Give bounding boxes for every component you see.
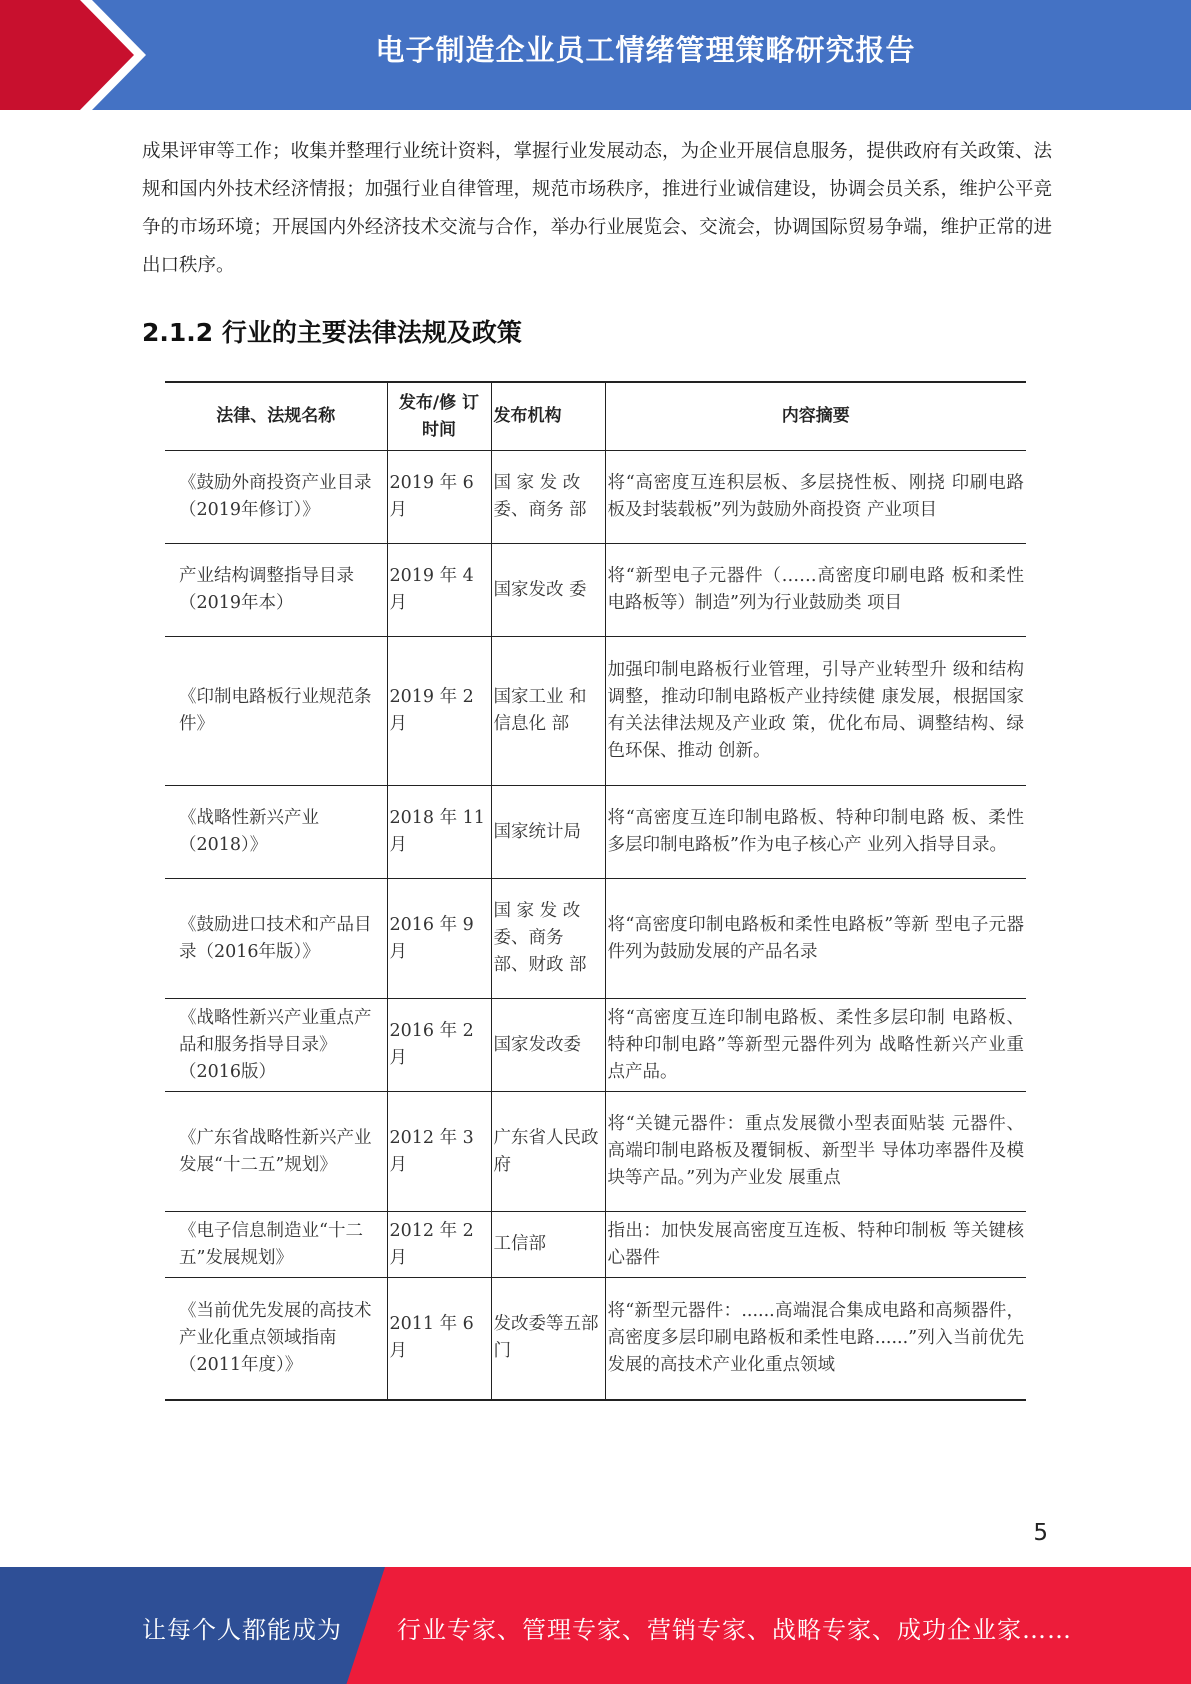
policy-table — [165, 381, 1026, 1401]
header-date — [387, 382, 491, 451]
header-org: 发布机构 — [491, 382, 605, 451]
content-summary: 将“高密度印制电路板和柔性电路板”等新 型电子元器件列为鼓励发展的产品名录 — [605, 879, 1026, 999]
content-summary: 将“新型电子元器件（……高密度印刷电路 板和柔性电路板等）制造”列为行业鼓励类 项目 — [605, 544, 1026, 637]
report-title: 电子制造企业员工情绪管理策略研究报告 — [375, 33, 916, 67]
content-summary: 指出：加快发展高密度互连板、特种印制板 等关键核心器件 — [605, 1212, 1026, 1278]
issuing-agency: 国家发改 委 — [491, 544, 605, 637]
law-name: 《战略性新兴产业重点产品和服务指导目录》（2016版） — [165, 999, 387, 1092]
footer-banner — [0, 1567, 1191, 1684]
header-date-line1: 发布/修 订 — [398, 392, 480, 413]
table-header-row — [165, 382, 1026, 451]
footer-slogan-left: 让每个人都能成为 — [142, 1616, 342, 1644]
law-name: 产业结构调整指导目录（2019年本） — [165, 544, 387, 637]
header-date-line2: 时间 — [422, 419, 456, 440]
content-summary: 将“高密度互连积层板、多层挠性板、刚挠 印刷电路板及封装载板”列为鼓励外商投资 产业项目 — [605, 451, 1026, 544]
intro-paragraph: 成果评审等工作；收集并整理行业统计资料，掌握行业发展动态，为企业开展信息服务，提供政府有关政策、法规和国内外技术经济情报；加强行业自律管理，规范市场秩序，推进行业诚信建设，协调会员关系，维护公平竞争的市场环境；开展国内外经济技术交流与合作，举办行业展览会、交流会，协调国际贸易争端，维护正常的进出口秩序。 — [142, 141, 1052, 276]
publish-date: 2019 年 6 月 — [387, 451, 491, 544]
table-row — [165, 544, 1026, 637]
table-row — [165, 451, 1026, 544]
content-summary: 将“新型元器件：......高端混合集成电路和高频器件，高密度多层印刷电路板和柔性电路......”列入当前优先发展的高技术产业化重点领域 — [605, 1278, 1026, 1400]
table-row — [165, 1092, 1026, 1212]
issuing-agency: 国家工业 和信息化 部 — [491, 637, 605, 786]
issuing-agency: 国 家 发 改 委、商务 部、财政 部 — [491, 879, 605, 999]
publish-date: 2012 年 2 月 — [387, 1212, 491, 1278]
law-name: 《战略性新兴产业（2018）》 — [165, 786, 387, 879]
header-summary: 内容摘要 — [605, 382, 1026, 451]
law-name: 《印制电路板行业规范条件》 — [165, 637, 387, 786]
page-number: 5 — [1033, 1520, 1048, 1546]
content-summary: 将“关键元器件：重点发展微小型表面贴装 元器件、高端印制电路板及覆铜板、新型半 导体功率器件及模块等产品。”列为产业发 展重点 — [605, 1092, 1026, 1212]
table-row — [165, 786, 1026, 879]
publish-date: 2012 年 3 月 — [387, 1092, 491, 1212]
issuing-agency: 广东省人民政府 — [491, 1092, 605, 1212]
publish-date: 2018 年 11 月 — [387, 786, 491, 879]
header-bar — [0, 0, 1191, 110]
publish-date: 2016 年 2 月 — [387, 999, 491, 1092]
publish-date: 2011 年 6 月 — [387, 1278, 491, 1400]
table-row — [165, 637, 1026, 786]
law-name: 《鼓励外商投资产业目录（2019年修订）》 — [165, 451, 387, 544]
content-summary: 将“高密度互连印制电路板、柔性多层印制 电路板、特种印制电路”等新型元器件列为 战略性新兴产业重点产品。 — [605, 999, 1026, 1092]
issuing-agency: 发改委等五部门 — [491, 1278, 605, 1400]
law-name: 《广东省战略性新兴产业发展“十二五”规划》 — [165, 1092, 387, 1212]
table-row — [165, 1278, 1026, 1400]
law-name: 《鼓励进口技术和产品目录（2016年版）》 — [165, 879, 387, 999]
header-chevron-icon — [0, 0, 160, 110]
content-summary: 将“高密度互连印制电路板、特种印制电路 板、柔性多层印制电路板”作为电子核心产 业列入指导目录。 — [605, 786, 1026, 879]
table-row — [165, 879, 1026, 999]
issuing-agency: 国家发改委 — [491, 999, 605, 1092]
publish-date: 2016 年 9 月 — [387, 879, 491, 999]
issuing-agency: 国 家 发 改 委、商务 部 — [491, 451, 605, 544]
content-summary: 加强印制电路板行业管理，引导产业转型升 级和结构调整，推动印制电路板产业持续健 康发展，根据国家有关法律法规及产业政 策，优化布局、调整结构、绿色环保、推动 创新。 — [605, 637, 1026, 786]
section-heading: 2.1.2 行业的主要法律法规及政策 — [142, 318, 522, 347]
table-row — [165, 999, 1026, 1092]
law-name: 《当前优先发展的高技术产业化重点领域指南（2011年度）》 — [165, 1278, 387, 1400]
footer-slogan-right: 行业专家、管理专家、营销专家、战略专家、成功企业家…… — [397, 1616, 1072, 1644]
issuing-agency: 国家统计局 — [491, 786, 605, 879]
law-name: 《电子信息制造业“十二五”发展规划》 — [165, 1212, 387, 1278]
table-row — [165, 1212, 1026, 1278]
publish-date: 2019 年 4 月 — [387, 544, 491, 637]
issuing-agency: 工信部 — [491, 1212, 605, 1278]
publish-date: 2019 年 2 月 — [387, 637, 491, 786]
header-name: 法律、法规名称 — [165, 382, 387, 451]
